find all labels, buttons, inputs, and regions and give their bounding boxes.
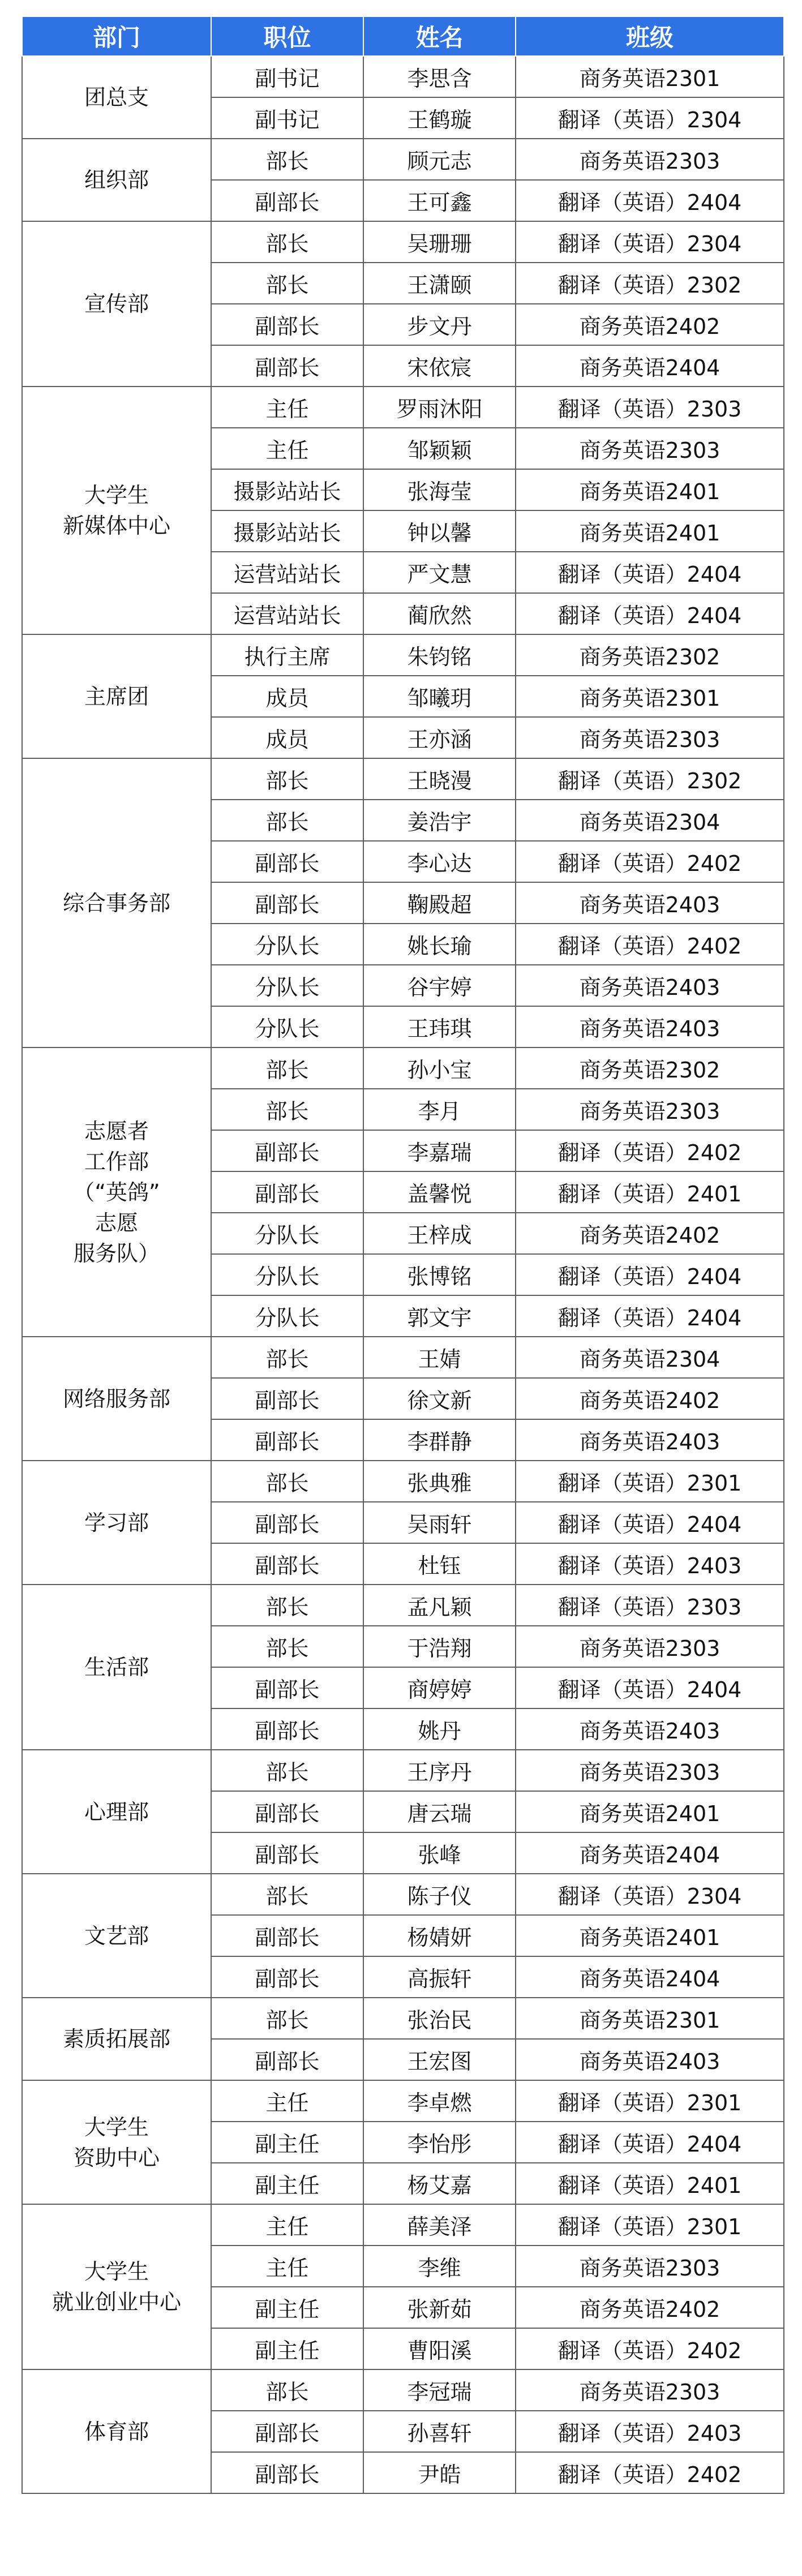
class-cell: 商务英语2303 (516, 1750, 784, 1791)
class-cell: 商务英语2303 (516, 428, 784, 469)
position-cell: 部长 (211, 1337, 363, 1378)
position-cell: 分队长 (211, 965, 363, 1006)
name-cell: 王序丹 (363, 1750, 516, 1791)
class-cell: 商务英语2403 (516, 965, 784, 1006)
class-cell: 翻译（英语）2401 (516, 1171, 784, 1213)
position-cell: 副部长 (211, 2039, 363, 2080)
table-row (22, 634, 784, 676)
name-cell: 薛美泽 (363, 2204, 516, 2246)
name-cell: 杨艾嘉 (363, 2163, 516, 2204)
position-cell: 副部长 (211, 1956, 363, 1998)
position-cell: 副部长 (211, 1667, 363, 1708)
position-cell: 成员 (211, 717, 363, 758)
position-cell: 分队长 (211, 924, 363, 965)
table-row (22, 56, 784, 97)
class-cell: 商务英语2401 (516, 1915, 784, 1956)
class-cell: 商务英语2302 (516, 1047, 784, 1089)
class-cell: 翻译（英语）2404 (516, 1295, 784, 1337)
class-cell: 商务英语2303 (516, 139, 784, 180)
position-cell: 主任 (211, 428, 363, 469)
name-cell: 鞠殿超 (363, 882, 516, 924)
class-cell: 翻译（英语）2404 (516, 180, 784, 221)
class-cell: 商务英语2304 (516, 800, 784, 841)
class-cell: 商务英语2303 (516, 1089, 784, 1130)
position-cell: 副主任 (211, 2287, 363, 2328)
position-cell: 主任 (211, 387, 363, 428)
class-cell: 翻译（英语）2404 (516, 552, 784, 593)
position-cell: 分队长 (211, 1295, 363, 1337)
class-cell: 翻译（英语）2404 (516, 1254, 784, 1295)
position-cell: 副书记 (211, 97, 363, 139)
department-cell: 文艺部 (22, 1874, 211, 1998)
class-cell: 商务英语2403 (516, 2039, 784, 2080)
header-position: 职位 (211, 16, 363, 56)
class-cell: 翻译（英语）2303 (516, 387, 784, 428)
header-class: 班级 (516, 16, 784, 56)
class-cell: 商务英语2301 (516, 676, 784, 717)
name-cell: 张峰 (363, 1832, 516, 1874)
department-cell: 志愿者 工作部 （“英鸽” 志愿 服务队） (22, 1047, 211, 1337)
name-cell: 李冠瑞 (363, 2369, 516, 2411)
department-cell: 大学生 新媒体中心 (22, 387, 211, 634)
position-cell: 副部长 (211, 882, 363, 924)
class-cell: 翻译（英语）2402 (516, 2452, 784, 2493)
position-cell: 副部长 (211, 1130, 363, 1171)
name-cell: 严文慧 (363, 552, 516, 593)
name-cell: 吴珊珊 (363, 221, 516, 263)
name-cell: 李怡彤 (363, 2122, 516, 2163)
class-cell: 商务英语2402 (516, 2287, 784, 2328)
table-row (22, 1750, 784, 1791)
class-cell: 翻译（英语）2403 (516, 2411, 784, 2452)
class-cell: 翻译（英语）2301 (516, 2080, 784, 2122)
position-cell: 部长 (211, 758, 363, 800)
table-row (22, 1874, 784, 1915)
class-cell: 翻译（英语）2304 (516, 97, 784, 139)
class-cell: 翻译（英语）2404 (516, 2122, 784, 2163)
position-cell: 部长 (211, 1089, 363, 1130)
class-cell: 翻译（英语）2302 (516, 263, 784, 304)
table-row (22, 1461, 784, 1502)
class-cell: 翻译（英语）2404 (516, 1667, 784, 1708)
name-cell: 徐文新 (363, 1378, 516, 1419)
position-cell: 部长 (211, 1874, 363, 1915)
position-cell: 执行主席 (211, 634, 363, 676)
position-cell: 运营站站长 (211, 593, 363, 634)
name-cell: 宋依宸 (363, 345, 516, 387)
position-cell: 部长 (211, 800, 363, 841)
class-cell: 商务英语2404 (516, 1956, 784, 1998)
name-cell: 李群静 (363, 1419, 516, 1461)
name-cell: 曹阳溪 (363, 2328, 516, 2369)
name-cell: 盖馨悦 (363, 1171, 516, 1213)
position-cell: 部长 (211, 221, 363, 263)
department-cell: 大学生 资助中心 (22, 2080, 211, 2204)
position-cell: 副部长 (211, 2452, 363, 2493)
name-cell: 姚长瑜 (363, 924, 516, 965)
name-cell: 孙喜轩 (363, 2411, 516, 2452)
roster-table (22, 16, 784, 2494)
position-cell: 副部长 (211, 1791, 363, 1832)
position-cell: 部长 (211, 1998, 363, 2039)
position-cell: 副书记 (211, 56, 363, 97)
name-cell: 郭文宇 (363, 1295, 516, 1337)
position-cell: 成员 (211, 676, 363, 717)
class-cell: 翻译（英语）2304 (516, 221, 784, 263)
table-row (22, 1047, 784, 1089)
class-cell: 商务英语2303 (516, 2246, 784, 2287)
position-cell: 副部长 (211, 1915, 363, 1956)
class-cell: 翻译（英语）2402 (516, 1130, 784, 1171)
name-cell: 于浩翔 (363, 1626, 516, 1667)
name-cell: 李维 (363, 2246, 516, 2287)
name-cell: 邹曦玥 (363, 676, 516, 717)
name-cell: 李月 (363, 1089, 516, 1130)
name-cell: 杨婧妍 (363, 1915, 516, 1956)
class-cell: 商务英语2403 (516, 882, 784, 924)
class-cell: 商务英语2301 (516, 56, 784, 97)
name-cell: 张博铭 (363, 1254, 516, 1295)
position-cell: 副主任 (211, 2122, 363, 2163)
name-cell: 孟凡颖 (363, 1585, 516, 1626)
class-cell: 商务英语2304 (516, 1337, 784, 1378)
position-cell: 分队长 (211, 1254, 363, 1295)
name-cell: 钟以馨 (363, 510, 516, 552)
name-cell: 张新茹 (363, 2287, 516, 2328)
name-cell: 姜浩宇 (363, 800, 516, 841)
name-cell: 王婧 (363, 1337, 516, 1378)
position-cell: 副部长 (211, 304, 363, 345)
position-cell: 分队长 (211, 1006, 363, 1047)
table-row (22, 387, 784, 428)
name-cell: 王宏图 (363, 2039, 516, 2080)
class-cell: 商务英语2402 (516, 1213, 784, 1254)
class-cell: 商务英语2402 (516, 304, 784, 345)
table-row (22, 758, 784, 800)
name-cell: 姚丹 (363, 1708, 516, 1750)
name-cell: 邹颖颖 (363, 428, 516, 469)
position-cell: 主任 (211, 2204, 363, 2246)
name-cell: 张海莹 (363, 469, 516, 510)
name-cell: 王亦涵 (363, 717, 516, 758)
class-cell: 翻译（英语）2404 (516, 593, 784, 634)
name-cell: 唐云瑞 (363, 1791, 516, 1832)
department-cell: 生活部 (22, 1585, 211, 1750)
table-row (22, 2204, 784, 2246)
name-cell: 张典雅 (363, 1461, 516, 1502)
position-cell: 摄影站站长 (211, 510, 363, 552)
position-cell: 副部长 (211, 1543, 363, 1585)
class-cell: 翻译（英语）2402 (516, 924, 784, 965)
position-cell: 副部长 (211, 1419, 363, 1461)
name-cell: 李嘉瑞 (363, 1130, 516, 1171)
table-row (22, 2369, 784, 2411)
position-cell: 主任 (211, 2080, 363, 2122)
name-cell: 商婷婷 (363, 1667, 516, 1708)
department-cell: 团总支 (22, 56, 211, 139)
class-cell: 翻译（英语）2301 (516, 1461, 784, 1502)
position-cell: 副部长 (211, 1378, 363, 1419)
class-cell: 翻译（英语）2302 (516, 758, 784, 800)
name-cell: 高振轩 (363, 1956, 516, 1998)
name-cell: 王潇颐 (363, 263, 516, 304)
name-cell: 吴雨轩 (363, 1502, 516, 1543)
position-cell: 部长 (211, 263, 363, 304)
table-row (22, 1998, 784, 2039)
department-cell: 综合事务部 (22, 758, 211, 1047)
name-cell: 李心达 (363, 841, 516, 882)
position-cell: 部长 (211, 1047, 363, 1089)
roster-body (22, 56, 784, 2493)
position-cell: 副部长 (211, 1708, 363, 1750)
table-row (22, 2080, 784, 2122)
name-cell: 谷宇婷 (363, 965, 516, 1006)
position-cell: 部长 (211, 1461, 363, 1502)
department-cell: 素质拓展部 (22, 1998, 211, 2080)
name-cell: 王晓漫 (363, 758, 516, 800)
class-cell: 商务英语2403 (516, 1419, 784, 1461)
department-cell: 组织部 (22, 139, 211, 221)
position-cell: 部长 (211, 139, 363, 180)
header-name: 姓名 (363, 16, 516, 56)
table-row (22, 139, 784, 180)
position-cell: 部长 (211, 1585, 363, 1626)
class-cell: 翻译（英语）2402 (516, 841, 784, 882)
name-cell: 孙小宝 (363, 1047, 516, 1089)
class-cell: 商务英语2403 (516, 1006, 784, 1047)
name-cell: 李思含 (363, 56, 516, 97)
class-cell: 商务英语2303 (516, 1626, 784, 1667)
class-cell: 翻译（英语）2303 (516, 1585, 784, 1626)
class-cell: 商务英语2404 (516, 345, 784, 387)
class-cell: 商务英语2401 (516, 469, 784, 510)
position-cell: 摄影站站长 (211, 469, 363, 510)
position-cell: 部长 (211, 1626, 363, 1667)
department-cell: 学习部 (22, 1461, 211, 1585)
class-cell: 翻译（英语）2404 (516, 1502, 784, 1543)
table-row (22, 1585, 784, 1626)
table-row (22, 221, 784, 263)
class-cell: 翻译（英语）2304 (516, 1874, 784, 1915)
name-cell: 杜钰 (363, 1543, 516, 1585)
class-cell: 翻译（英语）2301 (516, 2204, 784, 2246)
name-cell: 王鹤璇 (363, 97, 516, 139)
class-cell: 商务英语2402 (516, 1378, 784, 1419)
class-cell: 翻译（英语）2402 (516, 2328, 784, 2369)
name-cell: 王梓成 (363, 1213, 516, 1254)
class-cell: 商务英语2303 (516, 717, 784, 758)
department-cell: 网络服务部 (22, 1337, 211, 1461)
department-cell: 大学生 就业创业中心 (22, 2204, 211, 2369)
class-cell: 商务英语2302 (516, 634, 784, 676)
name-cell: 步文丹 (363, 304, 516, 345)
class-cell: 翻译（英语）2401 (516, 2163, 784, 2204)
position-cell: 副部长 (211, 1502, 363, 1543)
name-cell: 张治民 (363, 1998, 516, 2039)
department-cell: 体育部 (22, 2369, 211, 2493)
department-cell: 宣传部 (22, 221, 211, 387)
name-cell: 罗雨沐阳 (363, 387, 516, 428)
header-row (22, 16, 784, 56)
class-cell: 商务英语2404 (516, 1832, 784, 1874)
position-cell: 副部长 (211, 2411, 363, 2452)
position-cell: 运营站站长 (211, 552, 363, 593)
name-cell: 朱钧铭 (363, 634, 516, 676)
class-cell: 商务英语2401 (516, 1791, 784, 1832)
name-cell: 王可鑫 (363, 180, 516, 221)
name-cell: 蔺欣然 (363, 593, 516, 634)
name-cell: 顾元志 (363, 139, 516, 180)
department-cell: 心理部 (22, 1750, 211, 1874)
position-cell: 副部长 (211, 841, 363, 882)
position-cell: 副主任 (211, 2328, 363, 2369)
position-cell: 副部长 (211, 345, 363, 387)
class-cell: 商务英语2303 (516, 2369, 784, 2411)
position-cell: 副部长 (211, 1832, 363, 1874)
class-cell: 商务英语2403 (516, 1708, 784, 1750)
table-row (22, 1337, 784, 1378)
class-cell: 商务英语2401 (516, 510, 784, 552)
name-cell: 王玮琪 (363, 1006, 516, 1047)
position-cell: 副主任 (211, 2163, 363, 2204)
class-cell: 商务英语2301 (516, 1998, 784, 2039)
position-cell: 副部长 (211, 180, 363, 221)
position-cell: 主任 (211, 2246, 363, 2287)
name-cell: 尹皓 (363, 2452, 516, 2493)
header-dept: 部门 (22, 16, 211, 56)
name-cell: 陈子仪 (363, 1874, 516, 1915)
position-cell: 副部长 (211, 1171, 363, 1213)
position-cell: 分队长 (211, 1213, 363, 1254)
class-cell: 翻译（英语）2403 (516, 1543, 784, 1585)
department-cell: 主席团 (22, 634, 211, 758)
position-cell: 部长 (211, 1750, 363, 1791)
position-cell: 部长 (211, 2369, 363, 2411)
name-cell: 李卓燃 (363, 2080, 516, 2122)
